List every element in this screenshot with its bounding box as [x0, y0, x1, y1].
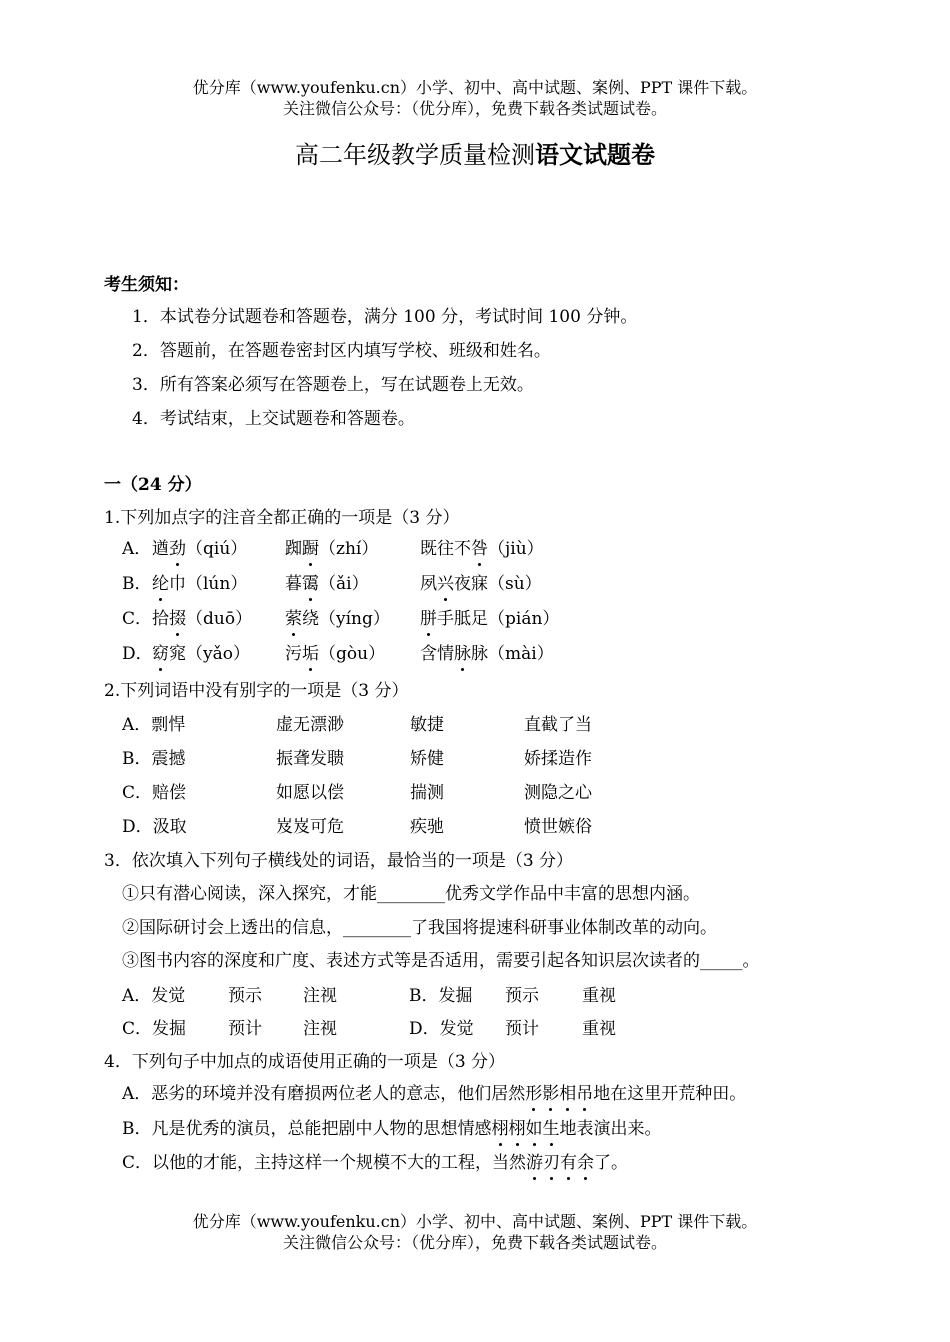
notice-item-1: 1．本试卷分试题卷和答题卷，满分 100 分，考试时间 100 分钟。 [132, 307, 638, 327]
q4-option-b: B．凡是优秀的演员，总能把剧中人物的思想情感栩栩如生地表演出来。 [122, 1119, 662, 1139]
site-footer-line1: 优分库（www.youfenku.cn）小学、初中、高中试题、案例、PPT 课件下载。 [192, 1212, 758, 1231]
question-1-stem: 1.下列加点字的注音全都正确的一项是（3 分） [104, 508, 460, 528]
q1-option-a-word2: 踟蹰（zhí） [285, 539, 379, 559]
q1-option-d-word2: 污垢（gòu） [285, 644, 386, 664]
q1-option-c-word3: 胼手胝足（pián） [420, 609, 560, 629]
emphasis-dot-char: 纶 [152, 574, 169, 594]
section-heading: 一（24 分） [104, 475, 202, 495]
q3-option-a-w2: 预示 [228, 986, 262, 1006]
site-banner-line2: 关注微信公众号：（优分库），免费下载各类试题试卷。 [282, 99, 667, 118]
q2-row-b-col4: 娇揉造作 [524, 749, 592, 769]
q3-option-b-w1: B．发掘 [409, 986, 473, 1006]
q3-option-c-w1: C．发掘 [122, 1019, 187, 1039]
q3-option-d-w2: 预计 [505, 1019, 539, 1039]
q1-option-b-word1: 纶巾（lún） [152, 574, 248, 594]
q2-row-c-col4: 测隐之心 [524, 783, 592, 803]
q3-option-d-w1: D．发觉 [409, 1019, 474, 1039]
q1-option-a-label: A． [122, 539, 152, 559]
emphasis-dot-char: 相 [559, 1084, 577, 1104]
emphasis-dot-char: 如 [525, 1119, 543, 1139]
q2-row-b-col3: 矫健 [410, 749, 444, 769]
q1-option-d-word3: 含情脉脉（mài） [420, 644, 554, 664]
emphasis-dot-char: 游 [526, 1153, 544, 1173]
emphasis-dot-char: 刃 [543, 1153, 561, 1173]
emphasis-dot-char: 萦 [285, 609, 302, 629]
emphasis-dot-char: 影 [542, 1084, 560, 1104]
q1-option-d-word1: 窈窕（yǎo） [152, 644, 250, 664]
q3-sentence-3: ③图书内容的深度和广度、表述方式等是否适用，需要引起各知识层次读者的_____。 [122, 951, 760, 971]
title-bold: 语文试题卷 [535, 140, 655, 169]
q2-row-a-col1: A．剽悍 [122, 715, 186, 735]
q2-row-a-col3: 敏捷 [410, 715, 444, 735]
emphasis-dot-char: 形 [525, 1084, 543, 1104]
emphasis-dot-char: 胼 [420, 609, 437, 629]
emphasis-dot-char: 脉 [454, 644, 471, 664]
q4-option-c: C．以他的才能，主持这样一个规模不大的工程，当然游刃有余了。 [122, 1153, 629, 1173]
q1-option-c-word1: 拾掇（duō） [152, 609, 253, 629]
question-4-stem: 4．下列句子中加点的成语使用正确的一项是（3 分） [104, 1052, 506, 1072]
q2-row-a-col4: 直截了当 [524, 715, 592, 735]
emphasis-dot-char: 掇 [169, 609, 186, 629]
page-title [0, 138, 950, 172]
emphasis-dot-char: 霭 [302, 574, 319, 594]
emphasis-dot-char: 栩 [508, 1119, 526, 1139]
q3-sentence-1: ①只有潜心阅读，深入探究，才能________优秀文学作品中丰富的思想内涵。 [122, 884, 700, 904]
q1-option-b-word3: 夙兴夜寐（sù） [420, 574, 542, 594]
question-3-stem: 3．依次填入下列句子横线处的词语，最恰当的一项是（3 分） [104, 851, 574, 871]
q2-row-c-col2: 如愿以偿 [276, 783, 344, 803]
q2-row-d-col1: D．汲取 [122, 817, 187, 837]
q3-sentence-2: ②国际研讨会上透出的信息，________了我国将提速科研事业体制改革的动向。 [122, 918, 717, 938]
q1-option-c-label: C． [122, 609, 153, 629]
emphasis-dot-char: 有 [560, 1153, 578, 1173]
q1-option-b-label: B． [122, 574, 152, 594]
q2-row-c-col3: 揣测 [410, 783, 444, 803]
question-2-stem: 2.下列词语中没有别字的一项是（3 分） [104, 681, 409, 701]
notice-heading: 考生须知： [104, 275, 189, 295]
q3-option-a-w3: 注视 [303, 986, 337, 1006]
q3-option-b-w2: 预示 [505, 986, 539, 1006]
q1-option-a-word1: 遒劲（qiú） [152, 539, 248, 559]
notice-item-4: 4．考试结束，上交试题卷和答题卷。 [132, 409, 415, 429]
emphasis-dot-char: 夙兴夜 [420, 574, 471, 594]
emphasis-dot-char: 窈 [152, 644, 169, 664]
site-footer-line2: 关注微信公众号：（优分库），免费下载各类试题试卷。 [282, 1233, 667, 1252]
emphasis-dot-char: 栩 [491, 1119, 509, 1139]
q4-option-a: A．恶劣的环境并没有磨损两位老人的意志，他们居然形影相吊地在这里开荒种田。 [122, 1084, 747, 1104]
notice-item-2: 2．答题前，在答题卷密封区内填写学校、班级和姓名。 [132, 341, 551, 361]
q3-option-c-w2: 预计 [228, 1019, 262, 1039]
q3-option-c-w3: 注视 [303, 1019, 337, 1039]
q1-option-a-word3: 既往不咎（jiù） [420, 539, 544, 559]
q3-option-d-w3: 重视 [582, 1019, 616, 1039]
q1-option-b-word2: 暮霭（ǎi） [285, 574, 369, 594]
q3-option-b-w3: 重视 [582, 986, 616, 1006]
q2-row-d-col2: 岌岌可危 [276, 817, 344, 837]
q2-row-c-col1: C．赔偿 [122, 783, 187, 803]
emphasis-dot-char: 吊 [576, 1084, 594, 1104]
emphasis-dot-char: 劲 [169, 539, 186, 559]
q1-option-d-label: D． [122, 644, 153, 664]
q2-row-d-col3: 疾驰 [410, 817, 444, 837]
emphasis-dot-char: 垢 [302, 644, 319, 664]
emphasis-dot-char: 余 [577, 1153, 595, 1173]
q2-row-b-col2: 振聋发聩 [276, 749, 344, 769]
q3-option-a-w1: A．发觉 [122, 986, 186, 1006]
q2-row-d-col4: 愤世嫉俗 [524, 817, 592, 837]
emphasis-dot-char: 蹰 [302, 539, 319, 559]
q1-option-c-word2: 萦绕（yíng） [285, 609, 390, 629]
q2-row-b-col1: B．震撼 [122, 749, 186, 769]
q2-row-a-col2: 虚无漂渺 [276, 715, 344, 735]
notice-item-3: 3．所有答案必须写在答题卷上，写在试题卷上无效。 [132, 375, 534, 395]
emphasis-dot-char: 咎 [471, 539, 488, 559]
title-normal: 高二年级教学质量检测 [295, 141, 535, 169]
site-banner-line1: 优分库（www.youfenku.cn）小学、初中、高中试题、案例、PPT 课件下载。 [192, 78, 758, 97]
emphasis-dot-char: 生 [542, 1119, 560, 1139]
